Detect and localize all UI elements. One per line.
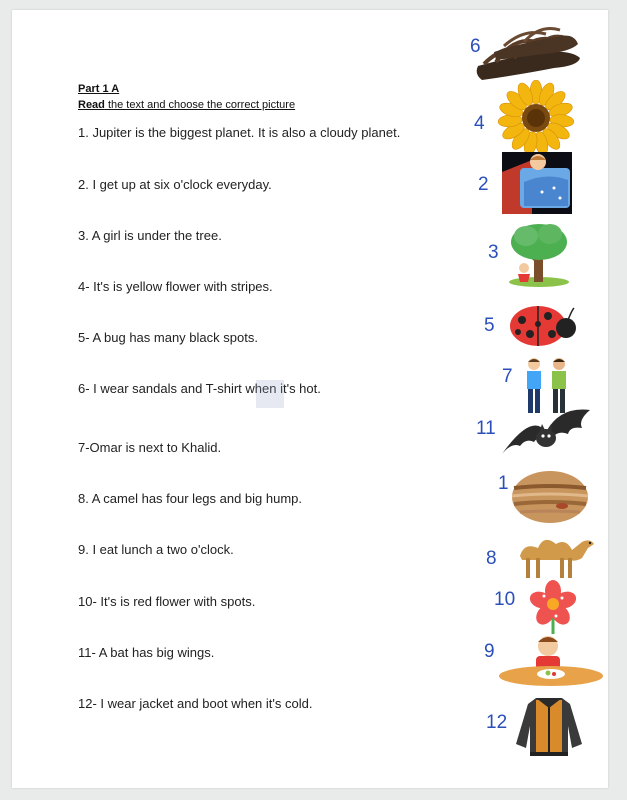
answer-number-1: 1 <box>498 473 509 494</box>
bat-icon <box>498 402 594 460</box>
instruction <box>78 99 295 111</box>
instruction-text: the text and choose the correct picture <box>104 99 296 111</box>
ladybug-icon <box>508 298 576 350</box>
boy-in-bed-icon <box>502 152 572 214</box>
question-12: 12- I wear jacket and boot when it's cold. <box>78 696 313 711</box>
answer-number-11: 11 <box>476 418 496 439</box>
question-7: 7-Omar is next to Khalid. <box>78 440 222 455</box>
camel-icon <box>512 530 598 580</box>
question-11: 11- A bat has big wings. <box>78 645 215 660</box>
answer-number-7: 7 <box>502 366 513 387</box>
answer-number-5: 5 <box>484 315 495 336</box>
sunflower-icon <box>498 80 574 156</box>
question-3: 3. A girl is under the tree. <box>78 228 222 243</box>
answer-number-2: 2 <box>478 174 489 195</box>
answer-number-10: 10 <box>494 589 516 610</box>
red-flower-icon <box>526 580 580 634</box>
jacket-icon <box>512 692 586 758</box>
question-5: 5- A bug has many black spots. <box>78 330 258 345</box>
question-1: 1. Jupiter is the biggest planet. It is also a cloudy planet. <box>78 125 401 140</box>
question-8: 8. A camel has four legs and big hump. <box>78 491 303 506</box>
question-4: 4- It's is yellow flower with stripes. <box>78 279 273 294</box>
question-9: 9. I eat lunch a two o'clock. <box>78 542 234 557</box>
answer-number-9: 9 <box>484 641 495 662</box>
sandals-icon <box>474 22 586 82</box>
girl-under-tree-icon <box>504 220 574 290</box>
question-2: 2. I get up at six o'clock everyday. <box>78 177 272 192</box>
instruction-bold: Read <box>78 99 105 111</box>
answer-number-6: 6 <box>470 36 481 57</box>
answer-number-12: 12 <box>486 712 508 733</box>
page-title: Part 1 A <box>78 83 120 95</box>
answer-number-8: 8 <box>486 548 497 569</box>
watermark <box>252 370 392 440</box>
worksheet-page <box>12 10 608 788</box>
boy-eating-icon <box>496 632 606 688</box>
question-10: 10- It's is red flower with spots. <box>78 594 256 609</box>
answer-number-4: 4 <box>474 113 485 134</box>
question-6: 6- I wear sandals and T-shirt when it's hot. <box>78 381 321 396</box>
answer-number-3: 3 <box>488 242 499 263</box>
jupiter-icon <box>510 470 590 524</box>
